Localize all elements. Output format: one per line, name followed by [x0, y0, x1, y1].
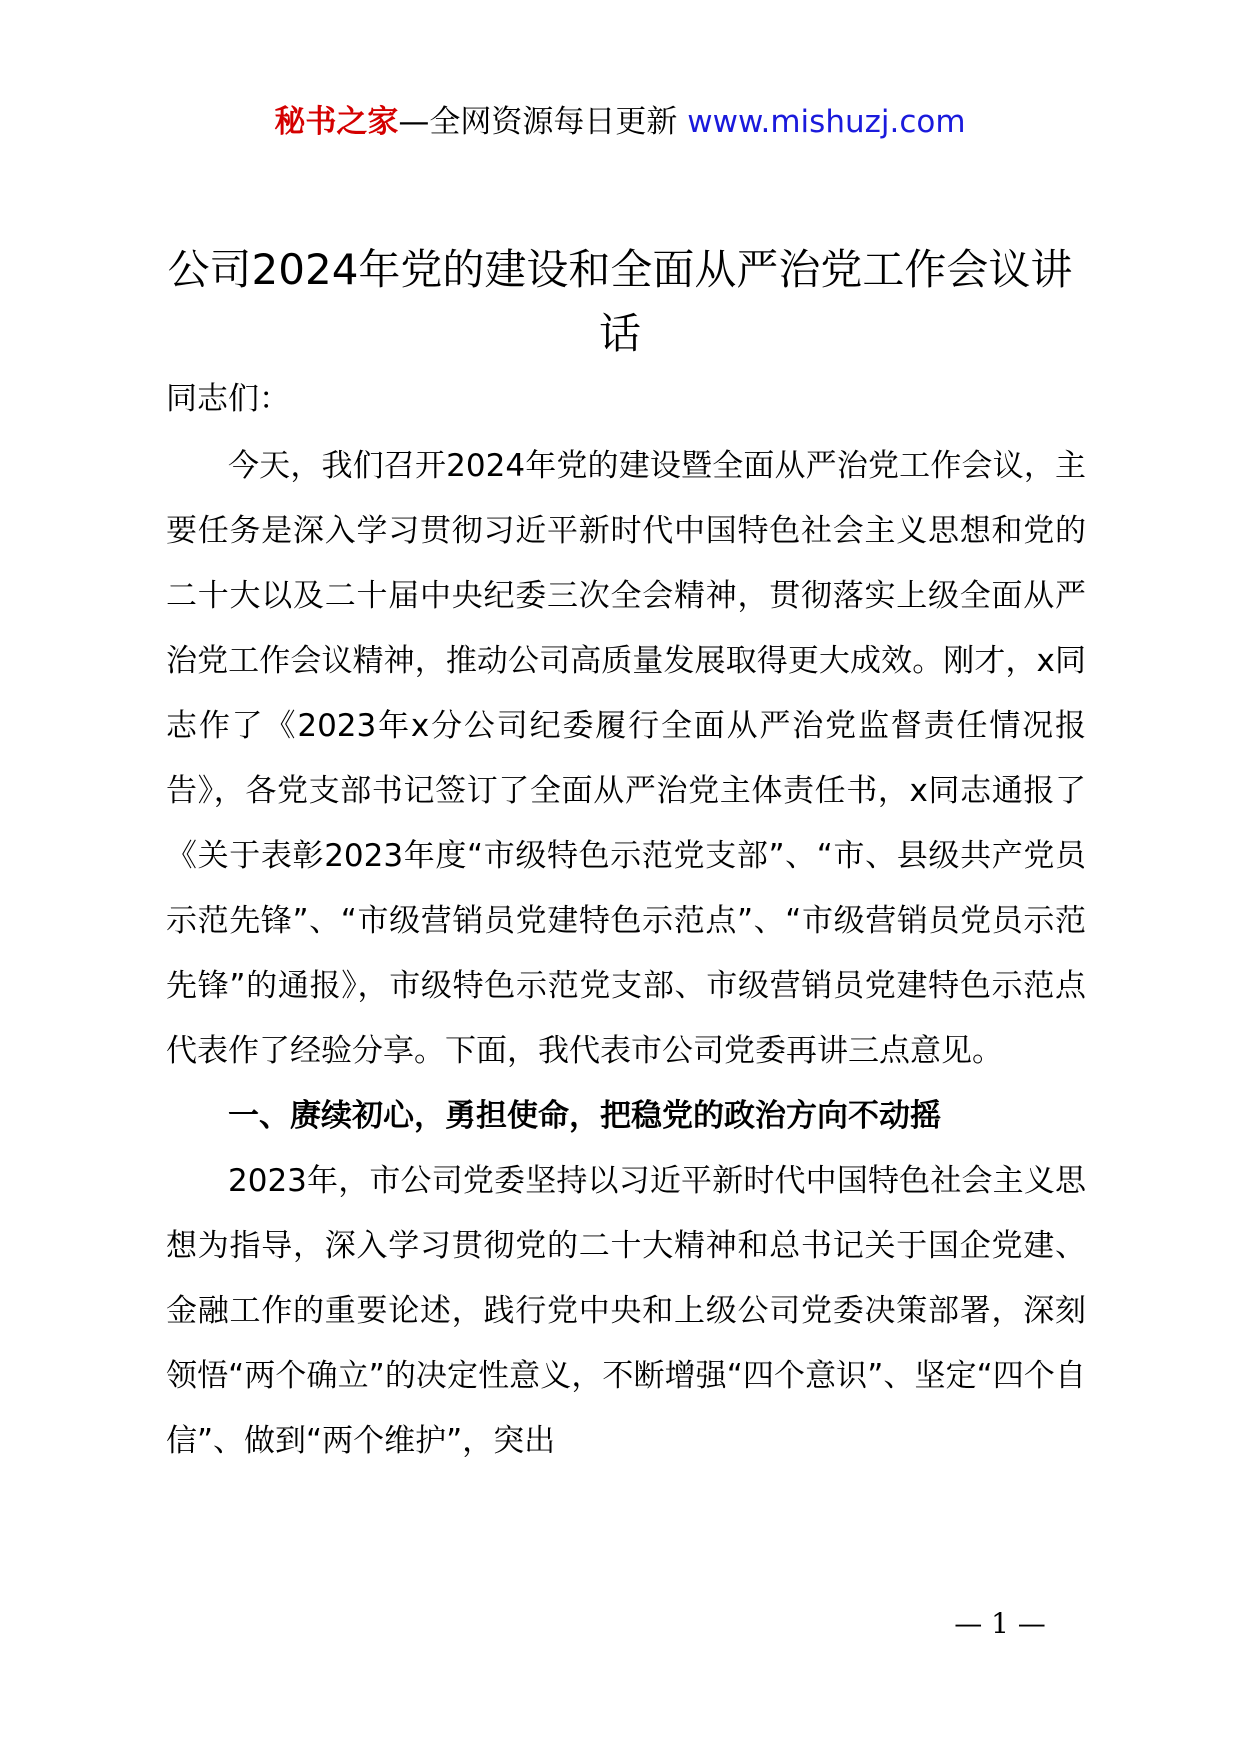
page-number: — 1 —: [954, 1607, 1046, 1640]
salutation: 同志们：: [166, 381, 290, 417]
site-brand: 秘书之家: [274, 104, 399, 140]
site-tagline: —全网资源每日更新: [398, 104, 688, 140]
paragraph-intro: 今天，我们召开2024年党的建设暨全面从严治党工作会议，主要任务是深入学习贯彻习近平新时代中国特色社会主义思想和党的二十大以及二十届中央纪委三次全会精神，贯彻落实上级全面从严治党工作会议精神，推动公司高质量发展取得更大成效。刚才，x同志作了《2023年x分公司纪委履行全面从严治党监督责任情况报告》，各党支部书记签订了全面从严治党主体责任书，x同志通报了《关于表彰2023年度“市级特色示范党支部”、“市、县级共产党员示范先锋”、“市级营销员党建特色示范点”、“市级营销员党员示范先锋”的通报》，市级特色示范党支部、市级营销员党建特色示范点代表作了经验分享。下面，我代表市公司党委再讲三点意见。: [166, 448, 1086, 1069]
site-url-link[interactable]: www.mishuzj.com: [687, 104, 966, 140]
section-heading-1: 一、赓续初心，勇担使命，把稳党的政治方向不动摇: [228, 1098, 941, 1134]
document-body: [166, 434, 1086, 1474]
paragraph-section-1: 2023年，市公司党委坚持以习近平新时代中国特色社会主义思想为指导，深入学习贯彻党的二十大精神和总书记关于国企党建、金融工作的重要论述，践行党中央和上级公司党委决策部署，深刻领悟“两个确立”的决定性意义，不断增强“四个意识”、坚定“四个自信”、做到“两个维护”，突出: [166, 1163, 1086, 1459]
document-title: 公司2024年党的建设和全面从严治党工作会议讲话: [167, 245, 1073, 358]
site-header: [0, 100, 1240, 144]
